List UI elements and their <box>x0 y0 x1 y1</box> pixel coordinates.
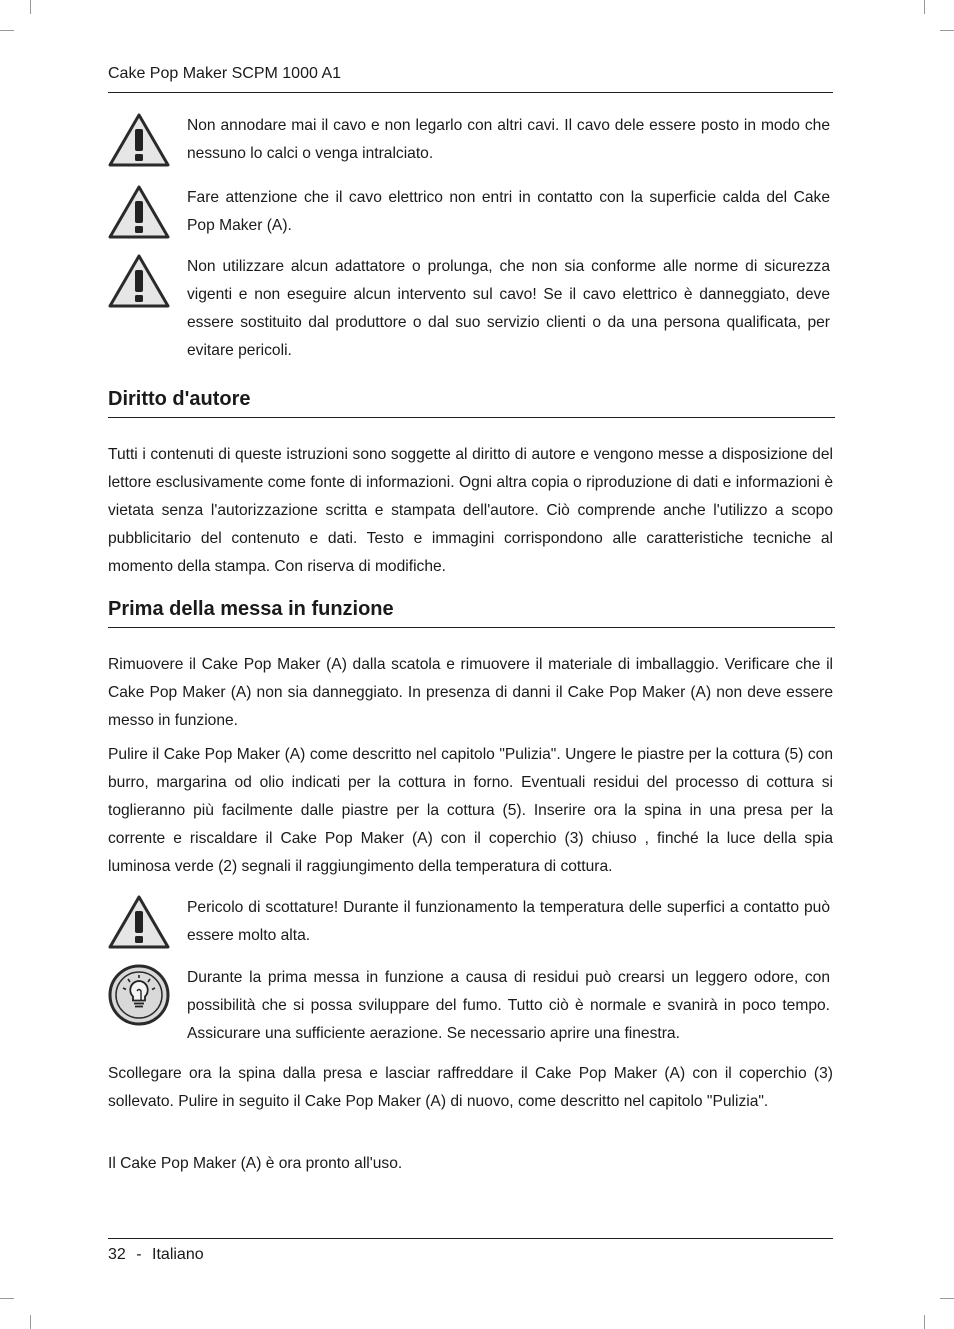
warning-block <box>108 112 833 168</box>
tip-block <box>108 964 833 1048</box>
crop-mark <box>30 0 31 14</box>
section-title-copyright: Diritto d'autore <box>108 388 835 418</box>
warning-text: Non annodare mai il cavo e non legarlo con altri cavi. Il cavo dele essere posto in modo che nessuno lo calci o venga intralciato. <box>187 117 830 162</box>
warning-text: Fare attenzione che il cavo elettrico non entri in contatto con la superficie calda del Cake Pop Maker (A). <box>187 189 830 234</box>
crop-mark <box>924 0 925 14</box>
crop-mark <box>924 1315 925 1329</box>
first-use-paragraph: Il Cake Pop Maker (A) è ora pronto all'uso. <box>108 1155 403 1172</box>
warning-triangle-icon <box>108 184 170 240</box>
page-header <box>108 62 833 93</box>
warning-block <box>108 894 833 950</box>
page-number: 32 <box>108 1246 126 1263</box>
warning-triangle-icon <box>108 112 170 168</box>
crop-mark <box>0 30 14 31</box>
warning-block <box>108 253 833 365</box>
crop-mark <box>940 30 954 31</box>
crop-mark <box>30 1315 31 1329</box>
warning-triangle-icon <box>108 894 170 950</box>
first-use-paragraph: Rimuovere il Cake Pop Maker (A) dalla scatola e rimuovere il materiale di imballaggio. Verificare che il Cake Pop Maker (A) non sia danneggiato. In presenza di danni il Cake Pop Maker (A) non deve essere messo in funzione. <box>108 656 833 729</box>
crop-mark <box>940 1298 954 1299</box>
tip-text: Durante la prima messa in funzione a causa di residui può crearsi un leggero odore, con possibilità che si possa sviluppare del fumo. Tutto ciò è normale e svanirà in poco tempo. Assicurare una sufficiente aerazione. Se necessario aprire una finestra. <box>187 969 830 1042</box>
warning-triangle-icon <box>108 253 170 309</box>
crop-mark <box>0 1298 14 1299</box>
lightbulb-icon <box>108 964 170 1026</box>
page-footer <box>108 1238 833 1267</box>
footer-language: Italiano <box>152 1246 204 1263</box>
footer-separator: - <box>136 1246 142 1263</box>
first-use-paragraph: Scollegare ora la spina dalla presa e lasciar raffreddare il Cake Pop Maker (A) con il coperchio (3) sollevato. Pulire in seguito il Cake Pop Maker (A) di nuovo, come descritto nel capitolo "Pulizia". <box>108 1065 833 1110</box>
header-title: Cake Pop Maker SCPM 1000 A1 <box>108 65 342 82</box>
copyright-text: Tutti i contenuti di queste istruzioni sono soggette al diritto di autore e vengono messe a disposizione del lettore esclusivamente come fonte di informazioni. Ogni altra copia o riproduzione di dati e informazioni è vietata senza l'autorizzazione scritta e stampata dell'autore. Ciò comprende anche l'utilizzo a scopo pubblicitario del contenuto e dati. Testo e immagini corrispondono alle caratteristiche tecniche al momento della stampa. Con riserva di modifiche. <box>108 446 833 575</box>
section-title-first-use: Prima della messa in funzione <box>108 598 835 628</box>
warning-text: Pericolo di scottature! Durante il funzionamento la temperatura delle superfici a contatto può essere molto alta. <box>187 899 830 944</box>
warning-text: Non utilizzare alcun adattatore o prolunga, che non sia conforme alle norme di sicurezza vigenti e non eseguire alcun intervento sul cavo! Se il cavo elettrico è danneggiato, deve essere sostituito dal produttore o dal suo servizio clienti o da una persona qualificata, per evitare pericoli. <box>187 258 830 359</box>
warning-block <box>108 184 833 240</box>
first-use-paragraph: Pulire il Cake Pop Maker (A) come descritto nel capitolo "Pulizia". Ungere le piastre per la cottura (5) con burro, margarina od olio indicati per la cottura in forno. Eventuali residui del processo di cottura si toglieranno più facilmente dalle piastre per la cottura (5). Inserire ora la spina in una presa per la corrente e riscaldare il Cake Pop Maker (A) con il coperchio (3) chiuso , finché la luce della spia luminosa verde (2) segnali il raggiungimento della temperatura di cottura. <box>108 746 833 875</box>
